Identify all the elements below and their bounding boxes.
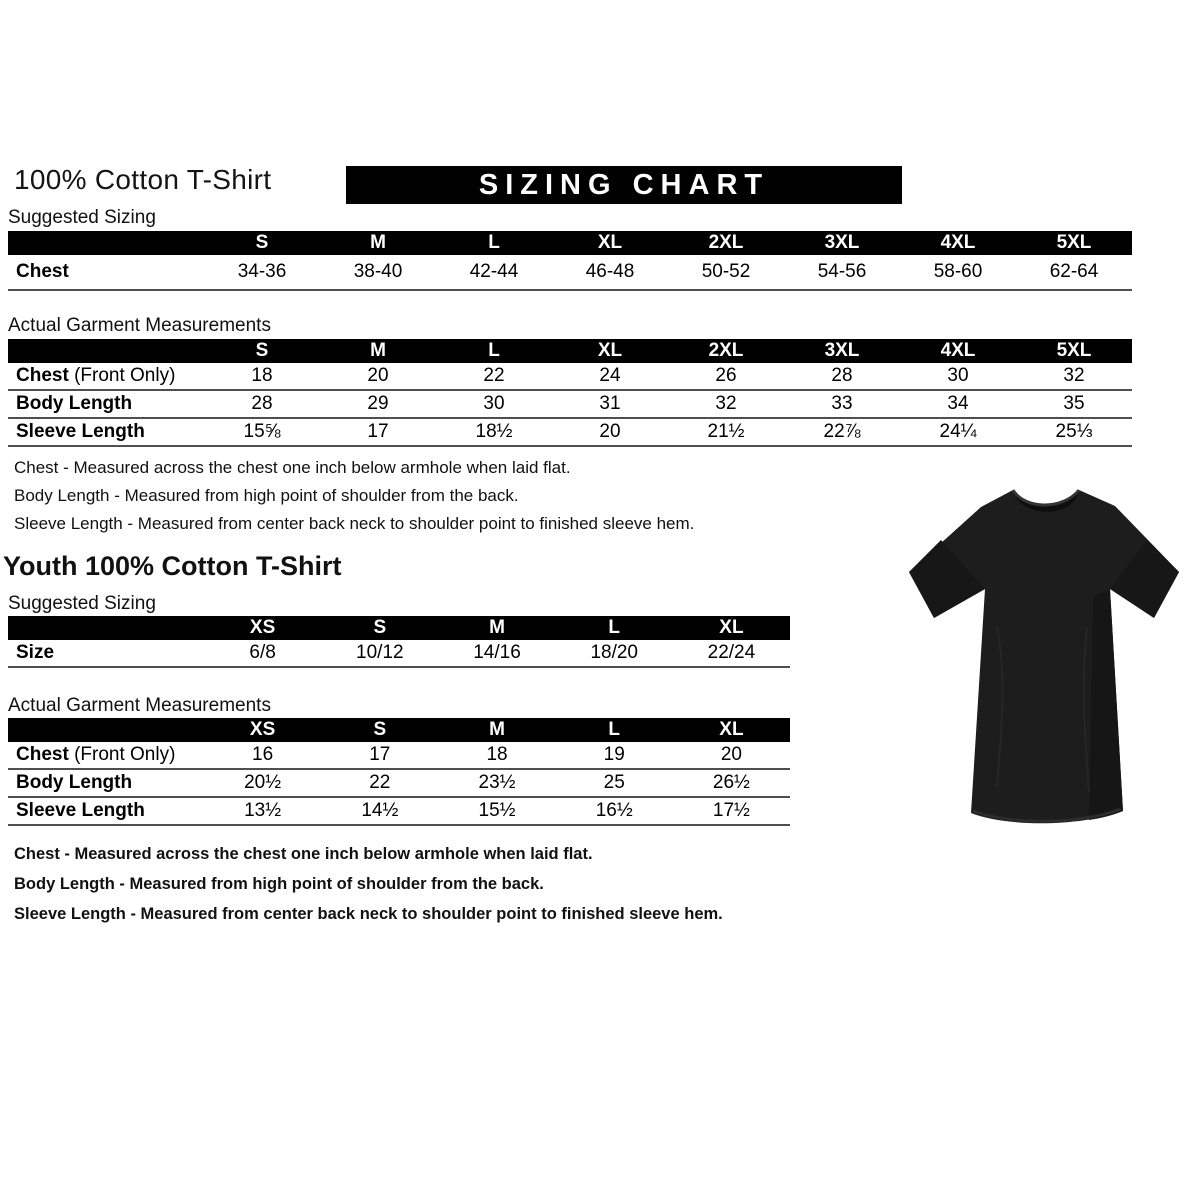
cell: 17 xyxy=(367,421,389,442)
cell: 35 xyxy=(1063,393,1085,414)
cell: 30 xyxy=(947,365,969,386)
cell: 25 xyxy=(603,772,625,793)
cell: 18/20 xyxy=(590,642,638,663)
table-row-sleeve-length xyxy=(8,798,790,826)
cell: 14/16 xyxy=(473,642,521,663)
cell: 22 xyxy=(483,365,505,386)
cell: 30 xyxy=(483,393,505,414)
cell: 58-60 xyxy=(933,261,983,282)
table-row-chest-front-only xyxy=(8,742,790,770)
adult-actual-header-row xyxy=(8,339,1132,363)
cell: 20 xyxy=(720,744,742,765)
cell: 23½ xyxy=(478,772,516,793)
adult-suggested-sizing-label: Suggested Sizing xyxy=(8,207,156,228)
size-col-header: 3XL xyxy=(824,232,860,253)
row-label xyxy=(8,744,204,766)
note-chest: Chest - Measured across the chest one inch below armhole when laid flat. xyxy=(14,458,571,477)
tshirt-graphic xyxy=(897,477,1189,833)
cell: 28 xyxy=(251,393,273,414)
size-col-header: XL xyxy=(719,719,744,740)
cell: 50-52 xyxy=(701,261,751,282)
size-col-header: M xyxy=(489,719,505,740)
cell: 18 xyxy=(486,744,508,765)
cell: 29 xyxy=(367,393,389,414)
cell: 13½ xyxy=(244,800,282,821)
cell: 34 xyxy=(947,393,969,414)
size-col-header: XL xyxy=(597,340,623,361)
cell: 46-48 xyxy=(585,261,635,282)
row-label: Sleeve Length xyxy=(16,800,145,821)
size-col-header: M xyxy=(489,617,505,638)
sizing-chart-banner-text: SIZING CHART xyxy=(478,168,770,201)
note-body-length: Body Length - Measured from high point of shoulder from the back. xyxy=(14,875,544,893)
cell: 28 xyxy=(831,365,853,386)
note-body-length: Body Length - Measured from high point of shoulder from the back. xyxy=(14,486,519,505)
table-row-body-length xyxy=(8,391,1132,419)
cell: 22/24 xyxy=(707,642,756,663)
cell: 17 xyxy=(369,744,391,765)
size-col-header: 2XL xyxy=(708,232,744,253)
cell: 33 xyxy=(831,393,853,414)
table-row-body-length xyxy=(8,770,790,798)
cell: 32 xyxy=(715,393,737,414)
size-col-header: S xyxy=(255,232,269,253)
size-col-header: 5XL xyxy=(1056,340,1092,361)
size-col-header: L xyxy=(608,617,621,638)
size-col-header: 3XL xyxy=(824,340,860,361)
size-col-header: S xyxy=(373,719,387,740)
youth-suggested-sizing-label: Suggested Sizing xyxy=(8,593,156,614)
table-row-chest xyxy=(8,255,1132,291)
row-label-main: Chest xyxy=(16,365,69,386)
cell: 20½ xyxy=(244,772,282,793)
cell: 31 xyxy=(599,393,621,414)
size-col-header: M xyxy=(370,340,386,361)
cell: 17½ xyxy=(712,800,750,821)
adult-section-title: 100% Cotton T-Shirt xyxy=(14,164,272,195)
cell: 14½ xyxy=(361,800,399,821)
row-label-suffix: (Front Only) xyxy=(68,744,176,765)
cell: 32 xyxy=(1063,365,1085,386)
cell: 34-36 xyxy=(237,261,287,282)
youth-measurement-notes xyxy=(14,845,723,935)
table-row-size xyxy=(8,640,790,668)
youth-actual-measurements-label: Actual Garment Measurements xyxy=(8,695,271,716)
cell: 22⅞ xyxy=(823,421,861,442)
size-col-header: L xyxy=(608,719,621,740)
adult-actual-measurements-label: Actual Garment Measurements xyxy=(8,315,271,336)
row-label xyxy=(8,365,204,387)
row-label-main: Chest xyxy=(16,744,69,765)
adult-suggested-sizing-table xyxy=(8,231,1132,291)
cell: 10/12 xyxy=(356,642,404,663)
size-col-header: M xyxy=(370,232,386,253)
cell: 26 xyxy=(715,365,737,386)
row-label: Chest xyxy=(16,261,69,282)
cell: 15⅝ xyxy=(243,421,281,442)
cell: 24 xyxy=(599,365,621,386)
cell: 15½ xyxy=(478,800,516,821)
note-chest: Chest - Measured across the chest one inch below armhole when laid flat. xyxy=(14,845,593,863)
size-col-header: 5XL xyxy=(1056,232,1092,253)
cell: 22 xyxy=(369,772,391,793)
size-col-header: 4XL xyxy=(940,232,976,253)
cell: 25⅓ xyxy=(1055,421,1093,442)
size-col-header: L xyxy=(488,232,500,253)
cell: 6/8 xyxy=(249,642,276,663)
cell: 18½ xyxy=(475,421,513,442)
cell: 38-40 xyxy=(353,261,403,282)
adult-measurement-notes xyxy=(14,458,694,542)
size-col-header: XS xyxy=(249,719,276,740)
note-sleeve-length: Sleeve Length - Measured from center back neck to shoulder point to finished sleeve hem. xyxy=(14,905,723,923)
youth-suggested-header-row xyxy=(8,616,790,640)
cell: 21½ xyxy=(707,421,745,442)
size-col-header: S xyxy=(373,617,387,638)
row-label: Body Length xyxy=(16,393,133,414)
cell: 18 xyxy=(251,365,273,386)
size-col-header: 2XL xyxy=(708,340,744,361)
size-col-header: L xyxy=(488,340,500,361)
youth-suggested-sizing-table xyxy=(8,616,790,668)
cell: 20 xyxy=(599,421,621,442)
cell: 16 xyxy=(252,744,274,765)
row-label: Body Length xyxy=(16,772,133,793)
cell: 16½ xyxy=(595,800,633,821)
table-row-chest-front-only xyxy=(8,363,1132,391)
row-label-suffix: (Front Only) xyxy=(68,365,176,386)
size-col-header: XL xyxy=(719,617,744,638)
cell: 20 xyxy=(367,365,389,386)
cell: 24¼ xyxy=(939,421,977,442)
youth-actual-measurements-table xyxy=(8,718,790,826)
cell: 19 xyxy=(603,744,625,765)
adult-actual-measurements-table xyxy=(8,339,1132,447)
size-col-header: XL xyxy=(597,232,623,253)
size-col-header: S xyxy=(255,340,269,361)
black-tshirt-image xyxy=(897,477,1189,833)
adult-suggested-header-row xyxy=(8,231,1132,255)
youth-section-title: Youth 100% Cotton T-Shirt xyxy=(3,551,342,581)
youth-actual-header-row xyxy=(8,718,790,742)
cell: 62-64 xyxy=(1049,261,1099,282)
cell: 26½ xyxy=(712,772,750,793)
sizing-chart-banner xyxy=(346,166,902,204)
size-col-header: XS xyxy=(249,617,276,638)
cell: 54-56 xyxy=(817,261,867,282)
size-col-header: 4XL xyxy=(940,340,976,361)
table-row-sleeve-length xyxy=(8,419,1132,447)
cell: 42-44 xyxy=(469,261,519,282)
row-label: Size xyxy=(16,642,55,663)
note-sleeve-length: Sleeve Length - Measured from center back neck to shoulder point to finished sleeve hem. xyxy=(14,514,695,533)
row-label: Sleeve Length xyxy=(16,421,145,442)
